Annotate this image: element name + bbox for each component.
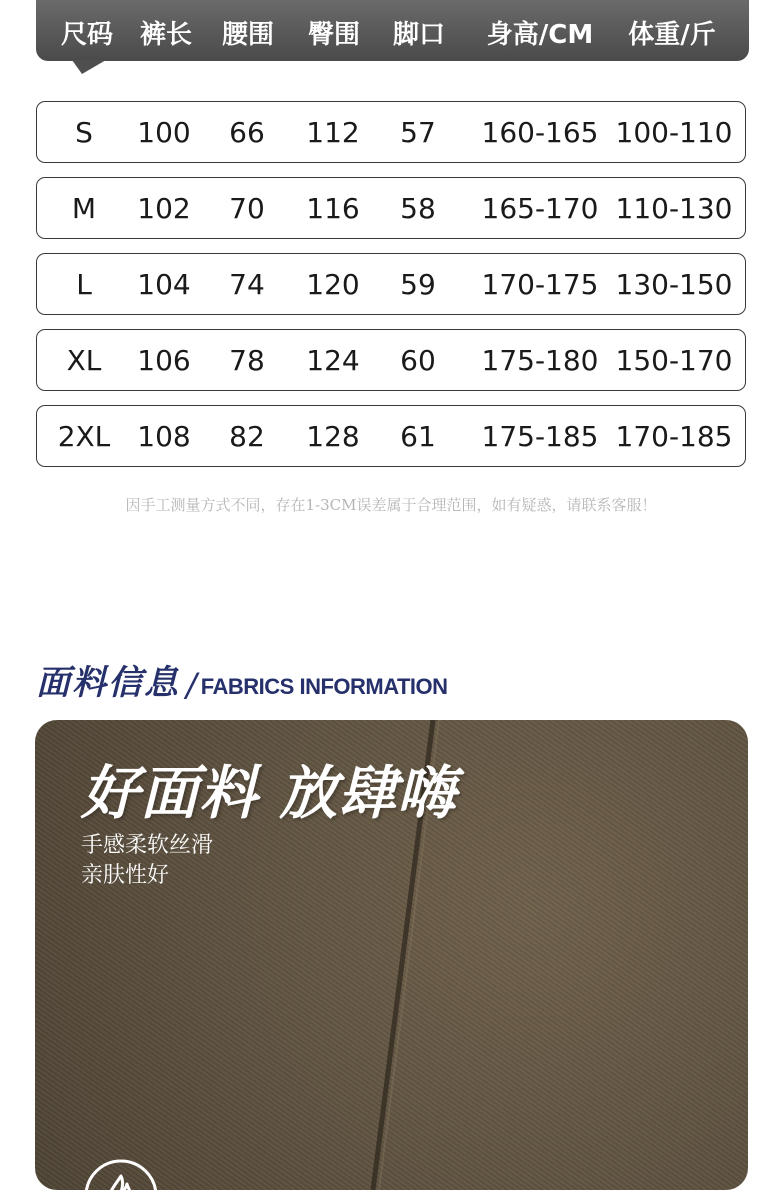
cell-waist: 78 bbox=[229, 344, 265, 377]
cell-weight: 100-110 bbox=[615, 116, 733, 149]
size-row-xl bbox=[36, 329, 746, 391]
cell-hem: 60 bbox=[400, 344, 436, 377]
cell-weight: 170-185 bbox=[615, 420, 733, 453]
fabric-title-separator: / bbox=[186, 666, 197, 704]
size-row-2xl bbox=[36, 405, 746, 467]
cell-length: 106 bbox=[137, 344, 191, 377]
flame-icon bbox=[83, 1158, 163, 1190]
header-hem: 脚口 bbox=[392, 20, 445, 50]
size-row-l bbox=[36, 253, 746, 315]
cell-hip: 116 bbox=[306, 192, 360, 225]
fabric-photo bbox=[35, 720, 748, 1190]
cell-hem: 59 bbox=[400, 268, 436, 301]
cell-hem: 58 bbox=[400, 192, 436, 225]
fabric-section-title bbox=[36, 655, 448, 704]
cell-height: 170-175 bbox=[481, 268, 599, 301]
cell-size: XL bbox=[66, 344, 102, 377]
header-length: 裤长 bbox=[139, 20, 192, 50]
cell-length: 102 bbox=[137, 192, 191, 225]
cell-size: S bbox=[75, 116, 93, 149]
header-height: 身高/CM bbox=[486, 20, 594, 50]
cell-waist: 82 bbox=[229, 420, 265, 453]
header-waist: 腰围 bbox=[221, 20, 274, 50]
cell-hip: 120 bbox=[306, 268, 360, 301]
fabric-title-cn: 面料信息 bbox=[36, 663, 180, 703]
cell-weight: 110-130 bbox=[615, 192, 733, 225]
fabric-sub-line-1: 手感柔软丝滑 bbox=[81, 833, 214, 858]
cell-size: L bbox=[76, 268, 92, 301]
size-row-m bbox=[36, 177, 746, 239]
cell-height: 175-185 bbox=[481, 420, 599, 453]
cell-hip: 124 bbox=[306, 344, 360, 377]
cell-hip: 128 bbox=[306, 420, 360, 453]
measurement-note: 因手工测量方式不同，存在1-3CM误差属于合理范围，如有疑惑，请联系客服！ bbox=[125, 496, 657, 514]
cell-waist: 74 bbox=[229, 268, 265, 301]
size-row-s bbox=[36, 101, 746, 163]
header-pointer bbox=[72, 60, 106, 74]
fabric-sub-line-2: 亲肤性好 bbox=[81, 863, 170, 888]
cell-hem: 57 bbox=[400, 116, 436, 149]
fabric-headline: 好面料 放肆嗨 bbox=[81, 759, 457, 827]
cell-waist: 66 bbox=[229, 116, 265, 149]
cell-weight: 150-170 bbox=[615, 344, 733, 377]
header-hip: 臀围 bbox=[307, 20, 360, 50]
cell-size: M bbox=[71, 192, 97, 225]
cell-hem: 61 bbox=[400, 420, 436, 453]
cell-length: 104 bbox=[137, 268, 191, 301]
header-weight: 体重/斤 bbox=[628, 20, 716, 50]
cell-length: 108 bbox=[137, 420, 191, 453]
cell-hip: 112 bbox=[306, 116, 360, 149]
fabric-title-en: FABRICS INFORMATION bbox=[200, 674, 448, 699]
cell-size: 2XL bbox=[57, 420, 111, 453]
cell-weight: 130-150 bbox=[615, 268, 733, 301]
header-size: 尺码 bbox=[60, 20, 113, 50]
cell-height: 175-180 bbox=[481, 344, 599, 377]
cell-waist: 70 bbox=[229, 192, 265, 225]
cell-length: 100 bbox=[137, 116, 191, 149]
cell-height: 165-170 bbox=[481, 192, 599, 225]
cell-height: 160-165 bbox=[481, 116, 599, 149]
size-table-header bbox=[36, 0, 749, 61]
